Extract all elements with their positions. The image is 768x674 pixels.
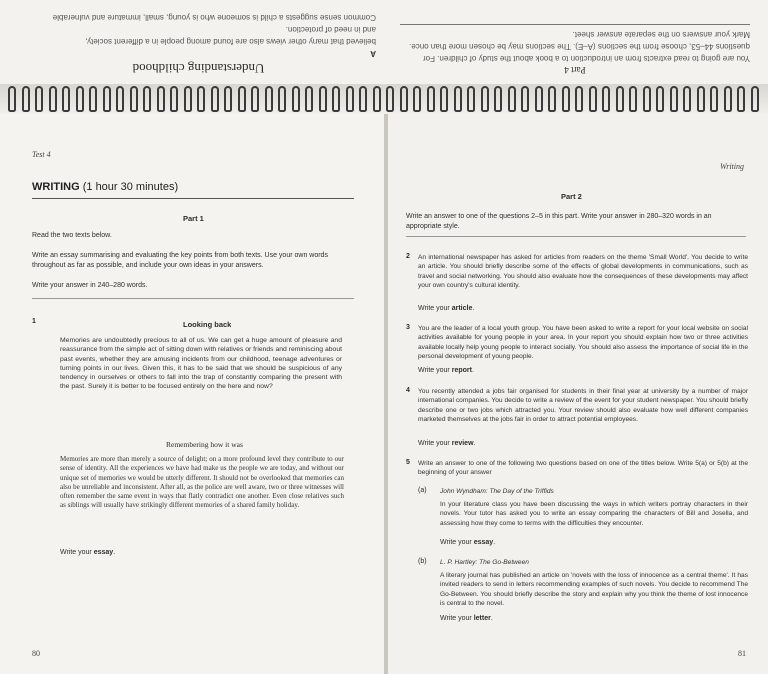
- spiral-loop: [103, 86, 111, 112]
- spiral-loop: [319, 86, 327, 112]
- upside-down-left-column: [400, 24, 750, 78]
- spiral-loop: [494, 86, 502, 112]
- upside-down-line: Mark your answers on the separate answer sheet.: [572, 30, 750, 39]
- write-prefix: Write your: [418, 440, 452, 447]
- spiral-loop: [238, 86, 246, 112]
- spiral-loop: [359, 86, 367, 112]
- spiral-loop: [562, 86, 570, 112]
- spiral-loop: [427, 86, 435, 112]
- right-page: [388, 114, 768, 674]
- write-type: essay: [93, 549, 114, 556]
- spiral-loop: [386, 86, 394, 112]
- spiral-loop: [535, 86, 543, 112]
- writing-title: [32, 181, 178, 193]
- upside-down-line: and in need of protection.: [285, 25, 376, 34]
- spiral-binding: [0, 84, 768, 114]
- spiral-loop: [400, 86, 408, 112]
- upside-down-part-label: Part 4: [564, 65, 586, 75]
- spiral-loop: [22, 86, 30, 112]
- spiral-loop: [737, 86, 745, 112]
- question-5b-title: L. P. Hartley: The Go-Between: [440, 559, 529, 566]
- essay-instruction: Write an essay summarising and evaluating the key points from both texts. Use your own words throughout as far as possible, and include your own ideas in your answers.: [32, 252, 328, 269]
- question-5b-write: Write your letter.: [440, 615, 493, 622]
- spiral-loop: [224, 86, 232, 112]
- spiral-loop: [575, 86, 583, 112]
- spiral-loop: [440, 86, 448, 112]
- upside-down-rule: [400, 24, 750, 25]
- spiral-loop: [413, 86, 421, 112]
- spiral-loop: [454, 86, 462, 112]
- question-number-4: 4: [406, 387, 410, 394]
- title-rule: [32, 198, 354, 199]
- spiral-loop: [8, 86, 16, 112]
- spiral-loop: [197, 86, 205, 112]
- question-3-write: Write your report.: [418, 367, 474, 374]
- write-type: essay: [473, 539, 494, 546]
- writing-title-bold: WRITING: [32, 181, 80, 193]
- text1-body: Memories are undoubtedly precious to all of us. We can get a huge amount of pleasure and reassurance from the simple act of sitting down with relatives or friends and reminiscing about past events, whether they are amusing incidents from our childhood, teenage adventures or turning points in our lives. Given this, it has to be said that we should be suspicious of any tendency in ourselves or others to fall into the trap of constantly comparing the present with the past. Surely it is better to be focused entirely on the here and now?: [60, 337, 342, 391]
- write-type: report: [451, 367, 472, 374]
- write-type: review: [451, 440, 474, 447]
- spiral-loop: [251, 86, 259, 112]
- spiral-loop: [184, 86, 192, 112]
- part-2-instruction: Write an answer to one of the questions 2–5 in this part. Write your answer in 280–320 words in an appropriate style.: [406, 213, 712, 230]
- spiral-loop: [724, 86, 732, 112]
- spiral-loop: [373, 86, 381, 112]
- question-5a-write: Write your essay.: [440, 539, 496, 546]
- question-3-text: You are the leader of a local youth group. You have been asked to write a report for your local website on social activities available for young people in your area. In your report you should explain how two or three activities available locally help young people to interact socially. You should also assess the importance of social life in the personal development of young people.: [418, 325, 748, 360]
- write-prefix: Write your: [440, 615, 474, 622]
- write-your-essay: Write your essay.: [60, 549, 116, 556]
- spiral-loop: [130, 86, 138, 112]
- write-type: letter: [473, 615, 491, 622]
- spiral-loop: [710, 86, 718, 112]
- spiral-loop: [346, 86, 354, 112]
- write-prefix: Write your: [418, 367, 452, 374]
- text2-body: Memories are more than merely a source of delight; on a more profound level they contribute to our sense of identity. All the experiences we have had make us the people we are today, and without our unique set of memories we would be utterly different. It should not be overlooked that memories can also be unreliable and inconsistent. After all, as the police are well aware, two or three witnesses will often remember the same event in ways that flatly contradict one another. Even close relatives such as siblings will usually have strikingly different memories of a shared family holiday.: [60, 455, 344, 510]
- question-5a-text: In your literature class you have been discussing the ways in which writers portray characters in their novels. Your tutor has asked you to write an essay comparing the characters of Bill and Josella, and assessing how they come to terms with the difficulties they encounter.: [440, 501, 748, 527]
- question-5a-title: John Wyndham: The Day of the Triffids: [440, 488, 554, 495]
- upside-down-line: Common sense suggests a child is someone who is young, small, immature and vulnerable: [52, 13, 376, 22]
- spiral-loop: [332, 86, 340, 112]
- page-number-left: 80: [32, 649, 40, 658]
- spiral-loop: [548, 86, 556, 112]
- spiral-loop: [265, 86, 273, 112]
- spiral-loop: [278, 86, 286, 112]
- write-prefix: Write your: [440, 539, 474, 546]
- spiral-loop: [211, 86, 219, 112]
- spiral-loop: [292, 86, 300, 112]
- page-header-writing: Writing: [719, 162, 744, 171]
- spiral-loop: [157, 86, 165, 112]
- write-prefix: Write your: [418, 305, 452, 312]
- instruction-rule: [32, 298, 354, 299]
- write-type: article: [451, 305, 473, 312]
- spiral-loop: [467, 86, 475, 112]
- part-2-rule: [406, 236, 746, 237]
- question-2-text: An international newspaper has asked for articles from readers on the theme 'Small World'. You decide to write an article. You should briefly describe some of the effects of global developments in communications, such as travel and social networking. You should also evaluate how the consequences of these developments may affect your own country's cultural identity.: [418, 254, 748, 289]
- page-header-test: Test 4: [32, 150, 51, 159]
- left-page: [0, 114, 384, 674]
- part-2-heading: Part 2: [561, 192, 582, 201]
- question-5a-label: (a): [418, 487, 427, 494]
- spiral-loop: [589, 86, 597, 112]
- spiral-loop: [116, 86, 124, 112]
- spiral-loop: [481, 86, 489, 112]
- spiral-loop: [508, 86, 516, 112]
- spiral-loop: [602, 86, 610, 112]
- spiral-loop: [170, 86, 178, 112]
- question-number-1: 1: [32, 318, 36, 325]
- spiral-loop: [656, 86, 664, 112]
- spiral-loop: [89, 86, 97, 112]
- question-number-3: 3: [406, 324, 410, 331]
- writing-title-duration: (1 hour 30 minutes): [79, 181, 179, 193]
- write-prefix: Write your: [60, 549, 94, 556]
- spiral-loop: [305, 86, 313, 112]
- text2-title: Remembering how it was: [166, 440, 243, 449]
- spiral-loop: [683, 86, 691, 112]
- spiral-loop: [643, 86, 651, 112]
- question-number-5: 5: [406, 459, 410, 466]
- spiral-loop: [697, 86, 705, 112]
- upside-down-right-column: [21, 12, 376, 78]
- spiral-loop: [35, 86, 43, 112]
- upside-down-content: [0, 0, 768, 84]
- spiral-loop: [521, 86, 529, 112]
- upside-down-section-letter: A: [370, 49, 376, 58]
- upside-down-title: Understanding childhood: [132, 61, 265, 76]
- upside-down-page: [0, 0, 768, 84]
- spiral-loop: [616, 86, 624, 112]
- upside-down-line: questions 44–53, choose from the sections (A–E). The sections may be chosen more than once.: [409, 42, 750, 51]
- spiral-loop: [76, 86, 84, 112]
- question-5b-text: A literary journal has published an article on 'novels with the loss of innocence as a central theme'. It has invited readers to send in letters recommending examples of such novels. You decide to recommend The Go-Between. You should briefly describe the story and explain why you think the theme of lost innocence is central to the novel.: [440, 572, 748, 607]
- question-5b-label: (b): [418, 558, 427, 565]
- spiral-loop: [143, 86, 151, 112]
- upside-down-line: You are going to read extracts from an introduction to a book about the study of children. For: [422, 54, 750, 63]
- question-4-text: You recently attended a jobs fair organised for students in their final year at university by a number of major international companies. You decide to write a review of the event for your student newspaper. You should briefly describe one or two jobs which attracted you. Your review should also evaluate how well different companies marketed themselves at the jobs fair in order to attract potential employees.: [418, 388, 748, 423]
- page-number-right: 81: [738, 649, 746, 658]
- read-instruction: Read the two texts below.: [32, 232, 112, 239]
- spiral-loop: [62, 86, 70, 112]
- spiral-loop: [49, 86, 57, 112]
- question-5-intro: Write an answer to one of the following two questions based on one of the titles below. Write 5(a) or 5(b) at the beginning of your answer: [418, 460, 748, 477]
- spiral-loop: [670, 86, 678, 112]
- question-number-2: 2: [406, 253, 410, 260]
- question-4-write: Write your review.: [418, 440, 476, 447]
- text1-title: Looking back: [183, 320, 232, 329]
- question-2-write: Write your article.: [418, 305, 475, 312]
- spiral-loop: [629, 86, 637, 112]
- part-1-heading: Part 1: [183, 214, 204, 223]
- upside-down-line: believed that many other views also are found among people in a different society,: [85, 37, 376, 46]
- word-count-instruction: Write your answer in 240–280 words.: [32, 282, 148, 289]
- spiral-loop: [751, 86, 759, 112]
